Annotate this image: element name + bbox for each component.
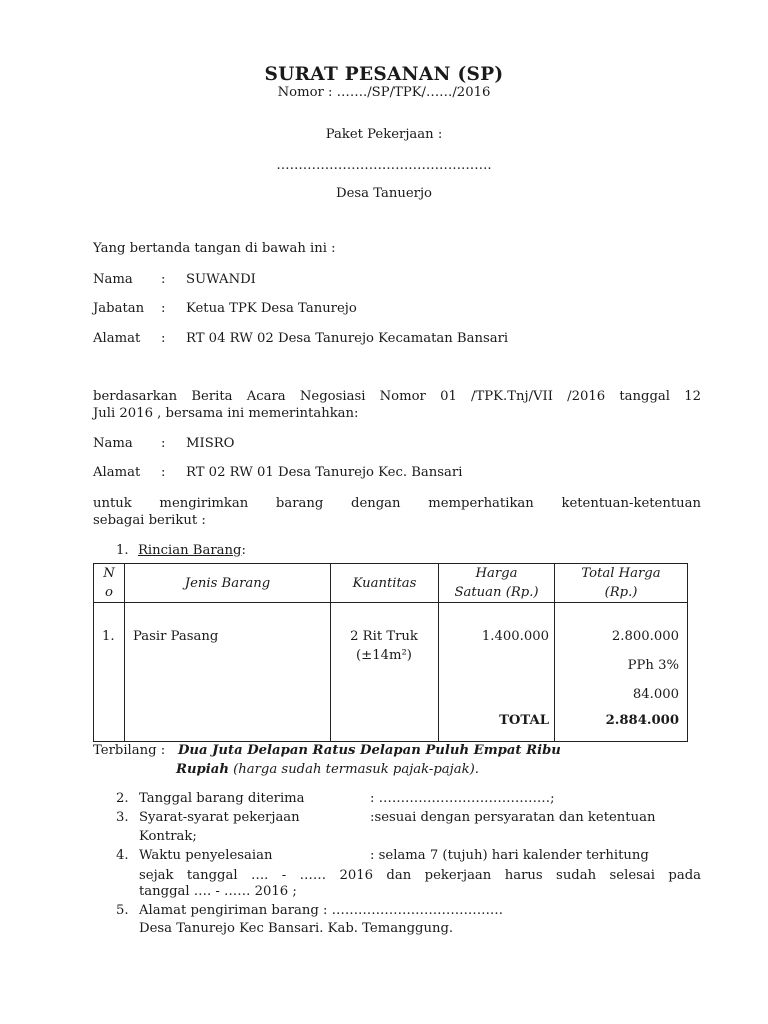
table-header-row xyxy=(94,564,688,603)
col-header-no: N o xyxy=(94,564,125,603)
signatory-address-sep: : xyxy=(161,331,166,346)
recipient-name-sep: : xyxy=(161,436,166,451)
document-title: SURAT PESANAN (SP) xyxy=(264,64,504,85)
term-3-value: :sesuai dengan persyaratan dan ketentuan xyxy=(370,810,656,825)
term-4-continuation-2: tanggal …. - …… 2016 ; xyxy=(139,884,297,899)
col-header-quantity: Kuantitas xyxy=(331,564,439,603)
term-5-label: Alamat pengiriman barang : ………………………………… xyxy=(139,903,504,918)
pph-value: 84.000 xyxy=(632,687,679,702)
signatory-name-value: SUWANDI xyxy=(186,272,256,287)
cell-quantity: 2 Rit Truk (±14m²) xyxy=(331,603,439,742)
items-heading-colon: : xyxy=(241,543,246,558)
instruction-line-1: untuk mengirimkan barang dengan memperhatikan ketentuan-ketentuan xyxy=(93,496,701,511)
cell-no: 1. xyxy=(94,603,125,742)
recipient-name-label: Nama xyxy=(93,436,133,451)
recipient-address-value: RT 02 RW 01 Desa Tanurejo Kec. Bansari xyxy=(186,465,463,480)
col-header-total: Total Harga (Rp.) xyxy=(555,564,688,603)
signatory-name-sep: : xyxy=(161,272,166,287)
signatory-address-label: Alamat xyxy=(93,331,141,346)
instruction-line-2: sebagai berikut : xyxy=(93,513,206,528)
recipient-name-value: MISRO xyxy=(186,436,235,451)
term-4-value: : selama 7 (tujuh) hari kalender terhitung xyxy=(370,848,649,863)
terbilang-words-1: Dua Juta Delapan Ratus Delapan Puluh Empat Ribu xyxy=(178,743,561,758)
total-label: TOTAL xyxy=(499,713,549,728)
term-3-continuation: Kontrak; xyxy=(139,829,197,844)
pph-label: PPh 3% xyxy=(627,658,679,673)
work-package-dots: …………………………………………. xyxy=(276,158,492,173)
term-5-number: 5. xyxy=(116,903,129,918)
term-2-label: Tanggal barang diterima xyxy=(139,791,305,806)
col-header-item: Jenis Barang xyxy=(125,564,331,603)
recipient-address-label: Alamat xyxy=(93,465,141,480)
term-2-value: : …………………………………; xyxy=(370,791,555,806)
document-number: Nomor : ……./SP/TPK/……/2016 xyxy=(277,85,491,100)
terbilang-note: (harga sudah termasuk pajak-pajak). xyxy=(233,762,479,777)
term-2-number: 2. xyxy=(116,791,129,806)
signatory-position-label: Jabatan xyxy=(93,301,145,316)
work-package-label: Paket Pekerjaan : xyxy=(325,127,443,142)
term-4-number: 4. xyxy=(116,848,129,863)
term-4-continuation: sejak tanggal …. - …… 2016 dan pekerjaan harus sudah selesai pada xyxy=(139,868,701,883)
table-row xyxy=(94,603,688,742)
signatory-address-value: RT 04 RW 02 Desa Tanurejo Kecamatan Bansari xyxy=(186,331,509,346)
signatory-position-value: Ketua TPK Desa Tanurejo xyxy=(186,301,357,316)
items-table xyxy=(93,563,688,742)
term-3-number: 3. xyxy=(116,810,129,825)
terbilang-words-2: Rupiah xyxy=(176,762,229,777)
cell-total: 2.800.000 PPh 3% 84.000 2.884.000 xyxy=(555,603,688,742)
basis-line-2: Juli 2016 , bersama ini memerintahkan: xyxy=(93,406,359,421)
grand-total: 2.884.000 xyxy=(605,713,679,728)
signatory-position-sep: : xyxy=(161,301,166,316)
signatory-name-label: Nama xyxy=(93,272,133,287)
recipient-address-sep: : xyxy=(161,465,166,480)
terbilang-label: Terbilang : xyxy=(93,743,166,758)
village-name: Desa Tanuerjo xyxy=(336,186,432,201)
terbilang-line-2 xyxy=(176,762,479,777)
term-4-label: Waktu penyelesaian xyxy=(139,848,273,863)
items-heading-number: 1. xyxy=(116,543,129,558)
signatory-intro: Yang bertanda tangan di bawah ini : xyxy=(93,241,336,256)
term-5-continuation: Desa Tanurejo Kec Bansari. Kab. Temanggung. xyxy=(139,921,454,936)
cell-unit-price: 1.400.000 TOTAL xyxy=(439,603,555,742)
basis-line-1: berdasarkan Berita Acara Negosiasi Nomor 01 /TPK.Tnj/VII /2016 tanggal 12 xyxy=(93,389,701,404)
items-heading xyxy=(138,543,246,558)
items-heading-text: Rincian Barang xyxy=(138,543,242,558)
col-header-unit-price: Harga Satuan (Rp.) xyxy=(439,564,555,603)
term-3-label: Syarat-syarat pekerjaan xyxy=(139,810,300,825)
cell-item: Pasir Pasang xyxy=(125,603,331,742)
